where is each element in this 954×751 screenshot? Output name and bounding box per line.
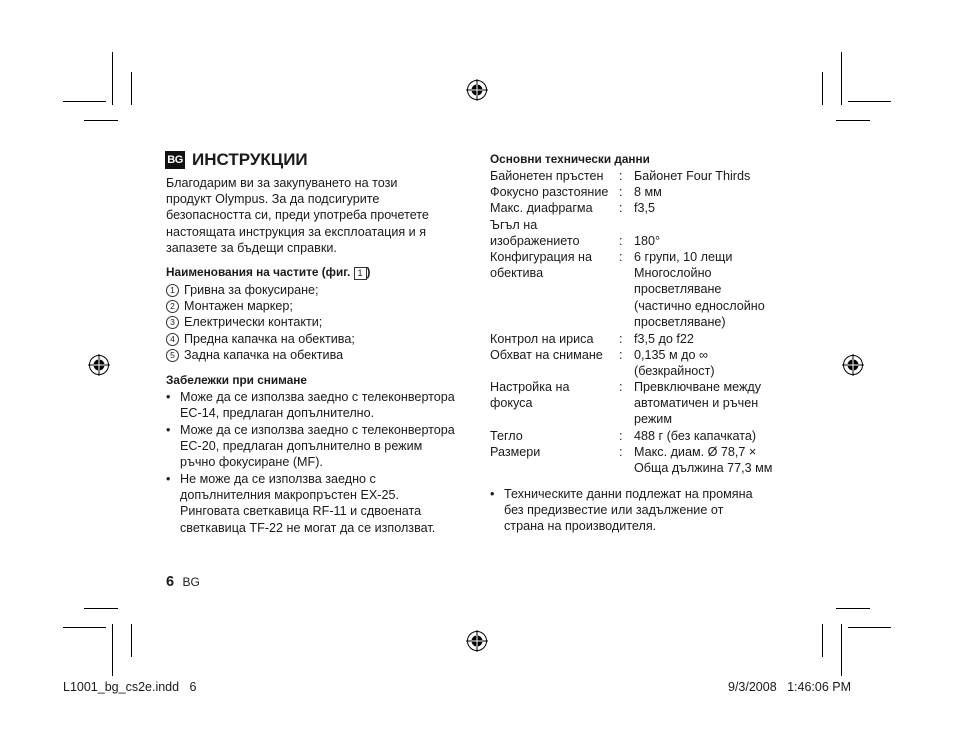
spec-separator: :	[619, 201, 623, 215]
crop-mark	[848, 101, 891, 102]
crop-mark	[841, 624, 842, 676]
parts-list	[166, 282, 355, 363]
spec-label: Контрол на ириса	[490, 332, 594, 346]
part-number: 3	[166, 316, 179, 329]
intro-line: Благодарим ви за закупуването на този	[166, 176, 398, 190]
spec-separator: :	[619, 429, 623, 443]
crop-mark	[848, 627, 891, 628]
spec-value: 0,135 м до ∞ (безкрайност)	[634, 348, 715, 379]
note-item: • Може да се използва заедно с телеконвертора EC-20, предлаган допълнително в режим ръчно фокусиране (MF).	[166, 423, 455, 470]
spec-value: f3,5	[634, 201, 656, 215]
intro-line: продукт Olympus. За да подсигурите	[166, 192, 380, 207]
parts-heading: Наименования на частите (фиг. 1 )	[166, 265, 371, 279]
part-number: 5	[166, 349, 179, 362]
registration-mark-icon	[466, 630, 488, 652]
registration-mark-icon	[842, 354, 864, 376]
spec-value: 6 групи, 10 лещи Многослойно просветляване (частично еднослойно просветляване)	[634, 250, 765, 329]
spec-value: Макс. диам. Ø 78,7 × Обща дължина 77,3 мм	[634, 445, 773, 476]
crop-mark	[84, 120, 118, 121]
spec-label: Байонетен пръстен	[490, 169, 604, 183]
spec-value: Превключване между автоматичен и ръчен режим	[634, 380, 762, 427]
crop-mark	[836, 608, 870, 609]
crop-mark	[63, 101, 106, 102]
page-number: 6 BG	[166, 574, 200, 590]
spec-label: Ъгъл на изображението	[490, 218, 580, 249]
language-badge: BG	[165, 151, 185, 169]
intro-line: настоящата инструкция за експлоатация и я	[166, 224, 427, 239]
part-number: 2	[166, 300, 179, 313]
list-item: 5 Задна капачка на обектива	[166, 347, 355, 363]
spec-value: 488 г (без капачката)	[634, 429, 757, 443]
spec-value: 8 мм	[634, 185, 662, 199]
list-item: 2 Монтажен маркер;	[166, 298, 355, 314]
spec-label: Размери	[490, 445, 541, 459]
notes-heading: Забележки при снимане	[166, 373, 307, 387]
crop-mark	[84, 608, 118, 609]
spec-separator: :	[619, 234, 623, 248]
crop-mark	[841, 52, 842, 105]
intro-paragraph	[166, 175, 429, 256]
spec-separator: :	[619, 445, 623, 459]
list-item: 3 Електрически контакти;	[166, 314, 355, 330]
spec-label: Фокусно разстояние	[490, 185, 609, 199]
crop-mark	[836, 120, 870, 121]
registration-mark-icon	[466, 79, 488, 101]
crop-mark	[131, 624, 132, 657]
spec-separator: :	[619, 348, 623, 362]
spec-separator: :	[619, 332, 623, 346]
part-number: 4	[166, 333, 179, 346]
file-info: L1001_bg_cs2e.indd 6	[63, 680, 197, 694]
note-item: • Може да се използва заедно с телеконвертора EC-14, предлаган допълнително.	[166, 390, 455, 421]
spec-separator: :	[619, 380, 623, 394]
title-text: ИНСТРУКЦИИ	[192, 150, 308, 169]
spec-separator: :	[619, 185, 623, 199]
note-item: • Не може да се използва заедно с допълнителния макропръстен EX-25. Ринговата светкавица RF-11 и сдвоената светкавица TF-22 не могат да се използват.	[166, 472, 436, 535]
crop-mark	[112, 624, 113, 676]
crop-mark	[63, 627, 106, 628]
crop-mark	[822, 72, 823, 105]
registration-mark-icon	[88, 354, 110, 376]
list-item: 1 Гривна за фокусиране;	[166, 282, 355, 298]
part-number: 1	[166, 284, 179, 297]
spec-separator: :	[619, 169, 623, 183]
spec-label: Обхват на снимане	[490, 348, 603, 362]
spec-label: Макс. диафрагма	[490, 201, 593, 215]
spec-label: Конфигурация на обектива	[490, 250, 592, 281]
intro-line: запазете за бъдещи справки.	[166, 240, 337, 255]
spec-value: 180°	[634, 234, 661, 248]
spec-label: Настройка на фокуса	[490, 380, 570, 411]
specs-heading: Основни технически данни	[490, 152, 650, 166]
spec-value: Байонет Four Thirds	[634, 169, 751, 183]
list-item: 4 Предна капачка на обектива;	[166, 331, 355, 347]
spec-value: f3,5 до f22	[634, 332, 694, 346]
spec-separator: :	[619, 250, 623, 264]
specs-note: • Техническите данни подлежат на промяна без предизвестие или задължение от страна на производителя.	[490, 487, 753, 534]
crop-mark	[822, 624, 823, 657]
crop-mark	[112, 52, 113, 105]
page-title	[165, 150, 308, 170]
intro-line: безопасността си, преди употреба прочетете	[166, 208, 429, 223]
figure-number: 1	[354, 267, 367, 280]
spec-label: Тегло	[490, 429, 523, 443]
date-info: 9/3/2008 1:46:06 PM	[728, 680, 852, 694]
crop-mark	[131, 72, 132, 105]
